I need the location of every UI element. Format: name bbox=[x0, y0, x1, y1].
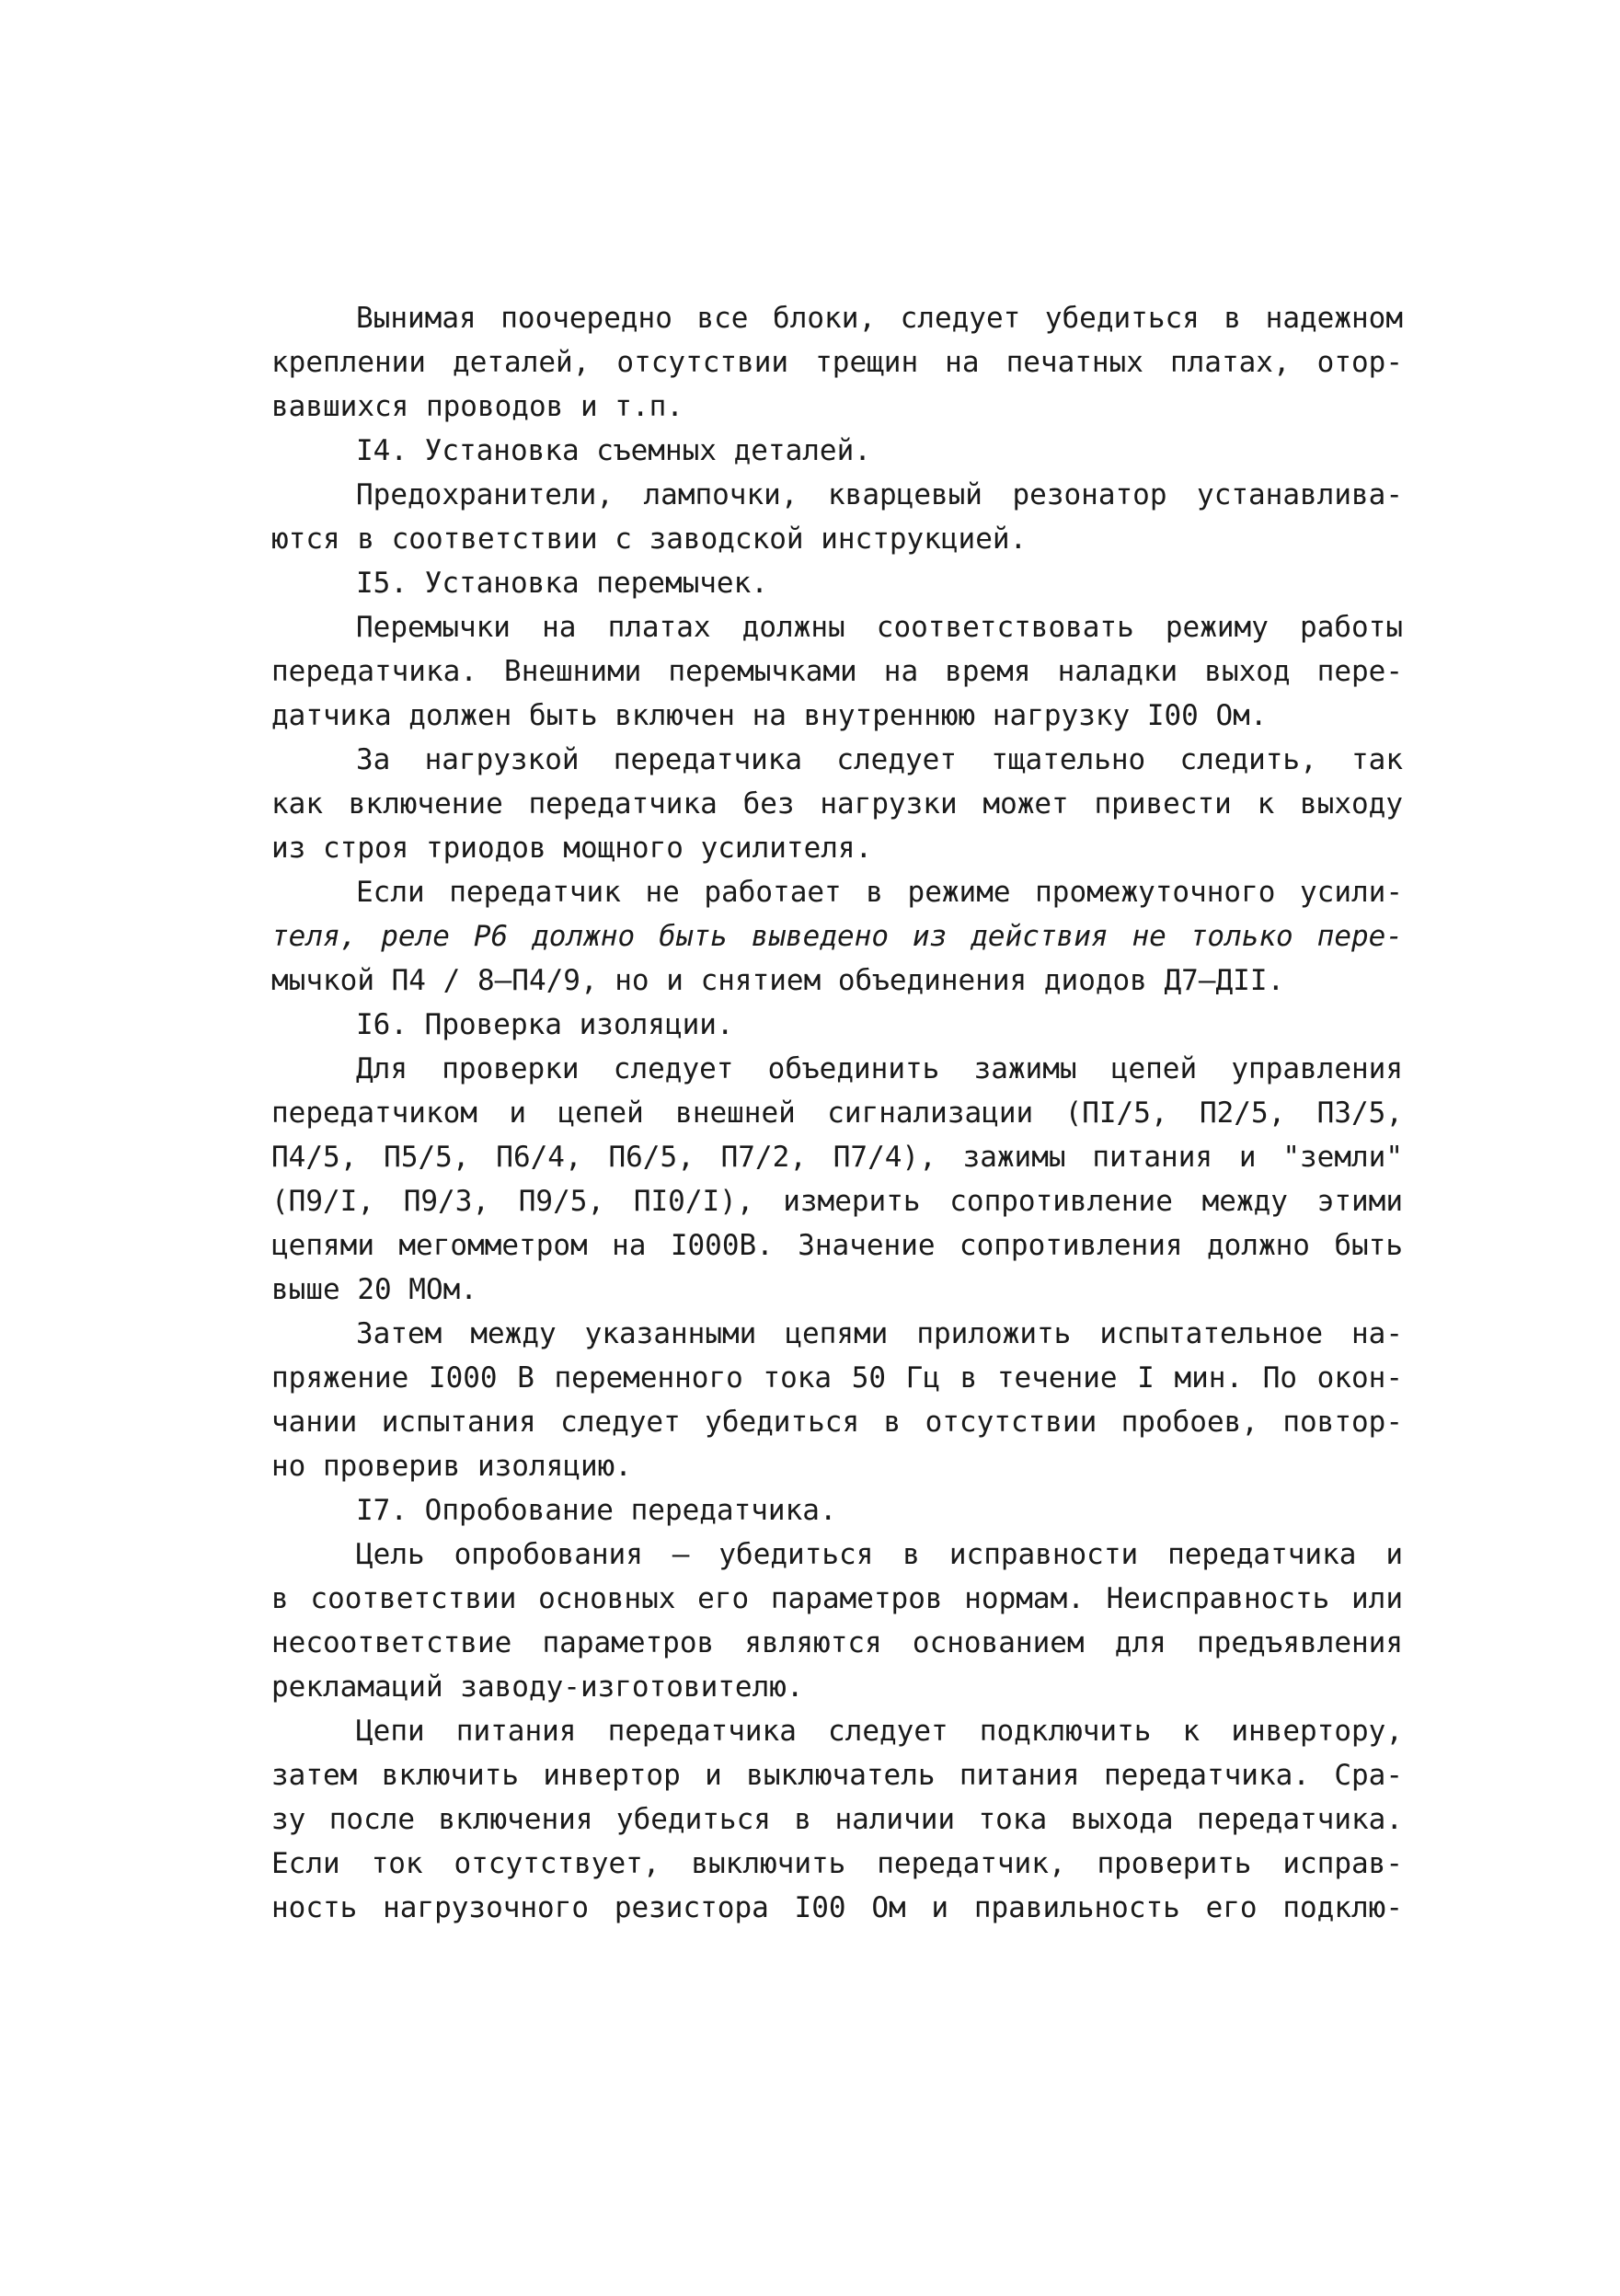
text-line: креплении деталей, отсутствии трещин на печатных платах, отор- bbox=[271, 346, 1403, 379]
text-line: Цель опробования – убедиться в исправности передатчика и bbox=[356, 1538, 1403, 1571]
document-body bbox=[271, 296, 1403, 1930]
text-line: несоответствие параметров являются основанием для предъявления bbox=[271, 1626, 1403, 1659]
text-line: пряжение I000 В переменного тока 50 Гц в течение I мин. По окон- bbox=[271, 1361, 1403, 1395]
text-line: рекламаций заводу-изготовителю. bbox=[271, 1670, 804, 1704]
section-heading-16: I6. Проверка изоляции. bbox=[356, 1008, 734, 1041]
text-line: затем включить инвертор и выключатель питания передатчика. Сра- bbox=[271, 1759, 1403, 1792]
text-line: Вынимая поочередно все блоки, следует убедиться в надежном bbox=[356, 302, 1403, 335]
text-line: но проверив изоляцию. bbox=[271, 1450, 632, 1483]
text-line: Для проверки следует объединить зажимы цепей управления bbox=[356, 1052, 1403, 1085]
text-line: выше 20 МОм. bbox=[271, 1273, 477, 1306]
section-heading-14: I4. Установка съемных деталей. bbox=[356, 434, 871, 467]
text-line: из строя триодов мощного усилителя. bbox=[271, 832, 873, 865]
text-line: зу после включения убедиться в наличии тока выхода передатчика. bbox=[271, 1803, 1403, 1836]
section-heading-15: I5. Установка перемычек. bbox=[356, 567, 768, 600]
text-line: теля, реле Р6 должно быть выведено из действия не только пере- bbox=[271, 920, 1403, 953]
text-line: как включение передатчика без нагрузки может привести к выходу bbox=[271, 787, 1403, 821]
text-line: цепями мегомметром на I000В. Значение сопротивления должно быть bbox=[271, 1229, 1403, 1262]
text-line: Перемычки на платах должны соответствовать режиму работы bbox=[356, 611, 1403, 644]
text-line: ность нагрузочного резистора I00 Ом и правильность его подклю- bbox=[271, 1891, 1403, 1924]
text-line: Если передатчик не работает в режиме промежуточного усили- bbox=[356, 876, 1403, 909]
text-line: П4/5, П5/5, П6/4, П6/5, П7/2, П7/4), зажимы питания и "земли" bbox=[271, 1141, 1403, 1174]
text-line: Цепи питания передатчика следует подключить к инвертору, bbox=[356, 1715, 1403, 1748]
text-line: Затем между указанными цепями приложить испытательное на- bbox=[356, 1317, 1403, 1350]
text-line: мычкой П4 / 8–П4/9, но и снятием объединения диодов Д7–ДII. bbox=[271, 964, 1285, 997]
text-line: (П9/I, П9/3, П9/5, ПI0/I), измерить сопротивление между этими bbox=[271, 1185, 1403, 1218]
text-line: вавшихся проводов и т.п. bbox=[271, 390, 684, 423]
text-line: За нагрузкой передатчика следует тщательно следить, так bbox=[356, 743, 1403, 776]
text-line: датчика должен быть включен на внутреннюю нагрузку I00 Ом. bbox=[271, 699, 1268, 732]
text-line: Предохранители, лампочки, кварцевый резонатор устанавлива- bbox=[356, 478, 1403, 511]
text-line: ются в соответствии с заводской инструкцией. bbox=[271, 522, 1028, 556]
text-line: чании испытания следует убедиться в отсутствии пробоев, повтор- bbox=[271, 1406, 1403, 1439]
text-line: передатчика. Внешними перемычками на время наладки выход пере- bbox=[271, 655, 1403, 688]
text-line: Если ток отсутствует, выключить передатчик, проверить исправ- bbox=[271, 1847, 1403, 1880]
section-heading-17: I7. Опробование передатчика. bbox=[356, 1494, 837, 1527]
text-line: передатчиком и цепей внешней сигнализации (ПI/5, П2/5, П3/5, bbox=[271, 1096, 1403, 1130]
text-line: в соответствии основных его параметров нормам. Неисправность или bbox=[271, 1582, 1403, 1615]
